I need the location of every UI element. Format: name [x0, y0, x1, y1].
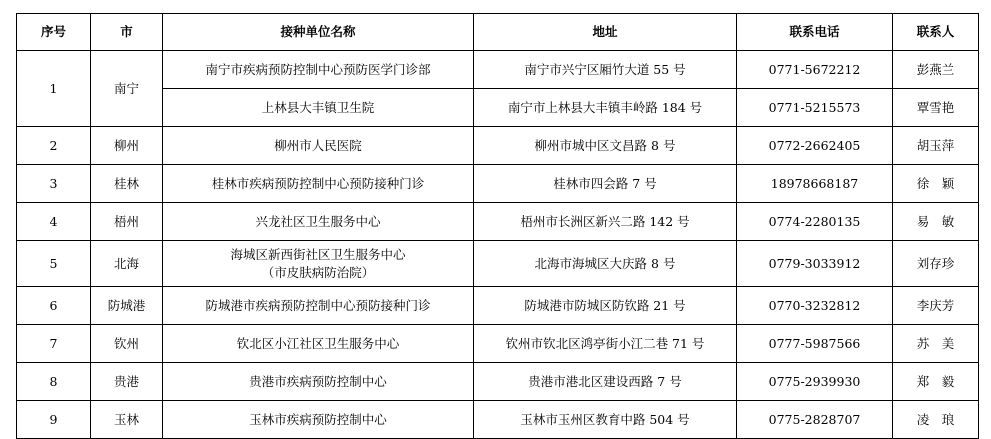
cell-contact: 徐 颖: [893, 165, 979, 203]
cell-phone: 0775-2939930: [737, 363, 893, 401]
cell-contact: 胡玉萍: [893, 127, 979, 165]
cell-phone: 0770-3232812: [737, 287, 893, 325]
table-row: [17, 203, 979, 241]
cell-phone: 0771-5672212: [737, 51, 893, 89]
cell-phone: 0777-5987566: [737, 325, 893, 363]
cell-contact: 苏 美: [893, 325, 979, 363]
table-row: [17, 325, 979, 363]
cell-city: 北海: [91, 241, 163, 287]
cell-city: 贵港: [91, 363, 163, 401]
cell-phone: 0775-2828707: [737, 401, 893, 439]
header-unit: 接种单位名称: [163, 14, 474, 51]
cell-address: 贵港市港北区建设西路 7 号: [474, 363, 737, 401]
table-row: [17, 165, 979, 203]
header-seq: 序号: [17, 14, 91, 51]
cell-unit: 贵港市疾病预防控制中心: [163, 363, 474, 401]
cell-phone: 18978668187: [737, 165, 893, 203]
cell-seq: 8: [17, 363, 91, 401]
cell-seq: 9: [17, 401, 91, 439]
cell-unit: [163, 241, 474, 287]
cell-contact: 郑 毅: [893, 363, 979, 401]
cell-contact: 覃雪艳: [893, 89, 979, 127]
cell-seq: 2: [17, 127, 91, 165]
cell-address: 玉林市玉州区教育中路 504 号: [474, 401, 737, 439]
cell-address: 柳州市城中区文昌路 8 号: [474, 127, 737, 165]
cell-city: 钦州: [91, 325, 163, 363]
cell-phone: 0774-2280135: [737, 203, 893, 241]
header-address: 地址: [474, 14, 737, 51]
cell-address: 北海市海城区大庆路 8 号: [474, 241, 737, 287]
cell-contact: 李庆芳: [893, 287, 979, 325]
cell-city: 梧州: [91, 203, 163, 241]
cell-city: 桂林: [91, 165, 163, 203]
cell-unit-line2: （市皮肤病防治院）: [261, 264, 375, 280]
cell-city: 南宁: [91, 51, 163, 127]
cell-unit: 防城港市疾病预防控制中心预防接种门诊: [163, 287, 474, 325]
table-row: [17, 127, 979, 165]
cell-unit: 钦北区小江社区卫生服务中心: [163, 325, 474, 363]
vaccination-units-table: [16, 13, 979, 439]
cell-unit: 桂林市疾病预防控制中心预防接种门诊: [163, 165, 474, 203]
table-row: [17, 241, 979, 287]
table-row: [17, 363, 979, 401]
table-row: [17, 51, 979, 89]
cell-address: 南宁市上林县大丰镇丰岭路 184 号: [474, 89, 737, 127]
cell-seq: 1: [17, 51, 91, 127]
cell-unit: 上林县大丰镇卫生院: [163, 89, 474, 127]
cell-address: 南宁市兴宁区厢竹大道 55 号: [474, 51, 737, 89]
cell-seq: 3: [17, 165, 91, 203]
cell-phone: 0772-2662405: [737, 127, 893, 165]
cell-unit: 玉林市疾病预防控制中心: [163, 401, 474, 439]
cell-unit: 柳州市人民医院: [163, 127, 474, 165]
cell-phone: 0771-5215573: [737, 89, 893, 127]
cell-address: 桂林市四会路 7 号: [474, 165, 737, 203]
cell-address: 防城港市防城区防钦路 21 号: [474, 287, 737, 325]
cell-contact: 彭燕兰: [893, 51, 979, 89]
cell-address: 梧州市长洲区新兴二路 142 号: [474, 203, 737, 241]
cell-contact: 凌 琅: [893, 401, 979, 439]
cell-unit: 兴龙社区卫生服务中心: [163, 203, 474, 241]
cell-contact: 刘存珍: [893, 241, 979, 287]
header-row: [17, 14, 979, 51]
cell-seq: 7: [17, 325, 91, 363]
table-row: [17, 401, 979, 439]
cell-phone: 0779-3033912: [737, 241, 893, 287]
cell-unit: 南宁市疾病预防控制中心预防医学门诊部: [163, 51, 474, 89]
cell-address: 钦州市钦北区鸿亭街小江二巷 71 号: [474, 325, 737, 363]
cell-contact: 易 敏: [893, 203, 979, 241]
table-row: [17, 287, 979, 325]
cell-seq: 5: [17, 241, 91, 287]
cell-city: 玉林: [91, 401, 163, 439]
header-city: 市: [91, 14, 163, 51]
cell-city: 防城港: [91, 287, 163, 325]
cell-seq: 4: [17, 203, 91, 241]
header-phone: 联系电话: [737, 14, 893, 51]
cell-unit-line1: 海城区新西街社区卫生服务中心: [230, 246, 406, 262]
header-contact: 联系人: [893, 14, 979, 51]
cell-city: 柳州: [91, 127, 163, 165]
cell-seq: 6: [17, 287, 91, 325]
